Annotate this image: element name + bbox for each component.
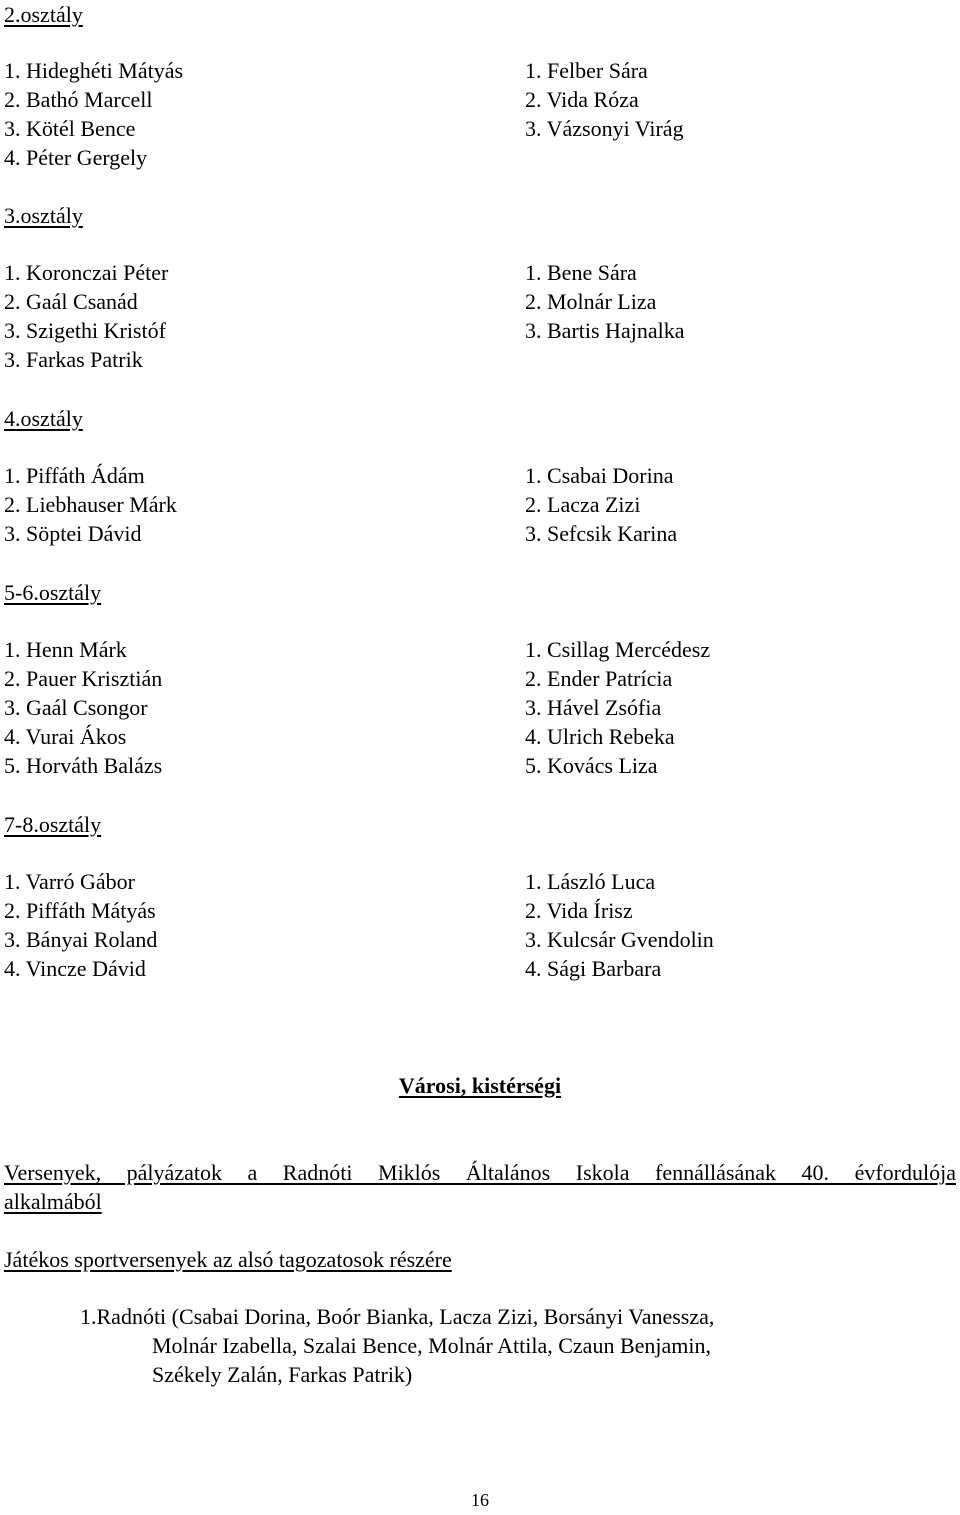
result-entry	[80, 1302, 840, 1389]
grade56-girls-list	[525, 635, 710, 780]
list-item: 1. Bene Sára	[525, 260, 637, 285]
grade78-boys-list	[4, 867, 157, 983]
list-item: 4. Péter Gergely	[4, 145, 148, 170]
list-item: 2. Vida Róza	[525, 87, 639, 112]
grade2-boys-list	[4, 56, 183, 172]
list-item: 2. Ender Patrícia	[525, 666, 673, 691]
result-line-2: Molnár Izabella, Szalai Bence, Molnár Attila, Czaun Benjamin,	[152, 1333, 711, 1358]
list-item: 3. Bányai Roland	[4, 927, 158, 952]
list-item: 2. Bathó Marcell	[4, 87, 153, 112]
subtitle-line-2-wrap	[4, 1187, 102, 1216]
list-item: 3. Hável Zsófia	[525, 695, 662, 720]
subtitle-line-1: Versenyek, pályázatok a Radnóti Miklós Általános Iskola fennállásának 40. évfordulója	[4, 1160, 956, 1185]
list-item: 1. Felber Sára	[525, 58, 648, 83]
grade3-heading: 3.osztály	[4, 203, 83, 228]
list-item: 4. Vincze Dávid	[4, 956, 146, 981]
list-item: 3. Vázsonyi Virág	[525, 116, 684, 141]
list-item: 5. Kovács Liza	[525, 753, 658, 778]
list-item: 3. Kulcsár Gvendolin	[525, 927, 714, 952]
list-item: 3. Bartis Hajnalka	[525, 318, 685, 343]
result-line-1: 1.Radnóti (Csabai Dorina, Boór Bianka, Lacza Zizi, Borsányi Vanessza,	[80, 1304, 715, 1329]
list-item: 3. Szigethi Kristóf	[4, 318, 166, 343]
list-item: 4. Sági Barbara	[525, 956, 662, 981]
list-item: 1. Varró Gábor	[4, 869, 135, 894]
list-item: 3. Farkas Patrik	[4, 347, 143, 372]
list-item: 2. Piffáth Mátyás	[4, 898, 156, 923]
subtitle-line-2: alkalmából	[4, 1189, 102, 1214]
page-number: 16	[471, 1490, 489, 1510]
list-item: 1. Hideghéti Mátyás	[4, 58, 184, 83]
grade4-heading: 4.osztály	[4, 406, 83, 431]
list-item: 3. Sefcsik Karina	[525, 521, 678, 546]
list-item: 4. Vurai Ákos	[4, 724, 127, 749]
list-item: 1. Csabai Dorina	[525, 463, 674, 488]
grade56-heading: 5-6.osztály	[4, 580, 102, 605]
grade3-girls-list	[525, 258, 684, 345]
sports-heading: Játékos sportversenyek az alsó tagozatosok részére	[4, 1247, 452, 1272]
result-line-3: Székely Zalán, Farkas Patrik)	[152, 1362, 413, 1387]
list-item: 3. Kötél Bence	[4, 116, 136, 141]
grade3-boys-list	[4, 258, 168, 374]
sports-heading-wrap	[4, 1245, 452, 1274]
list-item: 3. Gaál Csongor	[4, 695, 148, 720]
list-item: 2. Molnár Liza	[525, 289, 657, 314]
list-item: 2. Pauer Krisztián	[4, 666, 163, 691]
list-item: 3. Söptei Dávid	[4, 521, 142, 546]
list-item: 4. Ulrich Rebeka	[525, 724, 675, 749]
list-item: 2. Gaál Csanád	[4, 289, 138, 314]
grade56-boys-list	[4, 635, 162, 780]
list-item: 2. Liebhauser Márk	[4, 492, 177, 517]
list-item: 1. László Luca	[525, 869, 656, 894]
grade78-girls-list	[525, 867, 714, 983]
grade2-girls-list	[525, 56, 684, 143]
list-item: 1. Piffáth Ádám	[4, 463, 145, 488]
list-item: 1. Henn Márk	[4, 637, 127, 662]
list-item: 1. Csillag Mercédesz	[525, 637, 711, 662]
list-item: 1. Koronczai Péter	[4, 260, 169, 285]
list-item: 5. Horváth Balázs	[4, 753, 163, 778]
section-title: Városi, kistérségi	[398, 1073, 562, 1098]
grade4-boys-list	[4, 461, 177, 548]
list-item: 2. Lacza Zizi	[525, 492, 641, 517]
grade4-girls-list	[525, 461, 677, 548]
list-item: 2. Vida Írisz	[525, 898, 633, 923]
grade2-heading: 2.osztály	[4, 2, 83, 27]
grade78-heading: 7-8.osztály	[4, 812, 102, 837]
